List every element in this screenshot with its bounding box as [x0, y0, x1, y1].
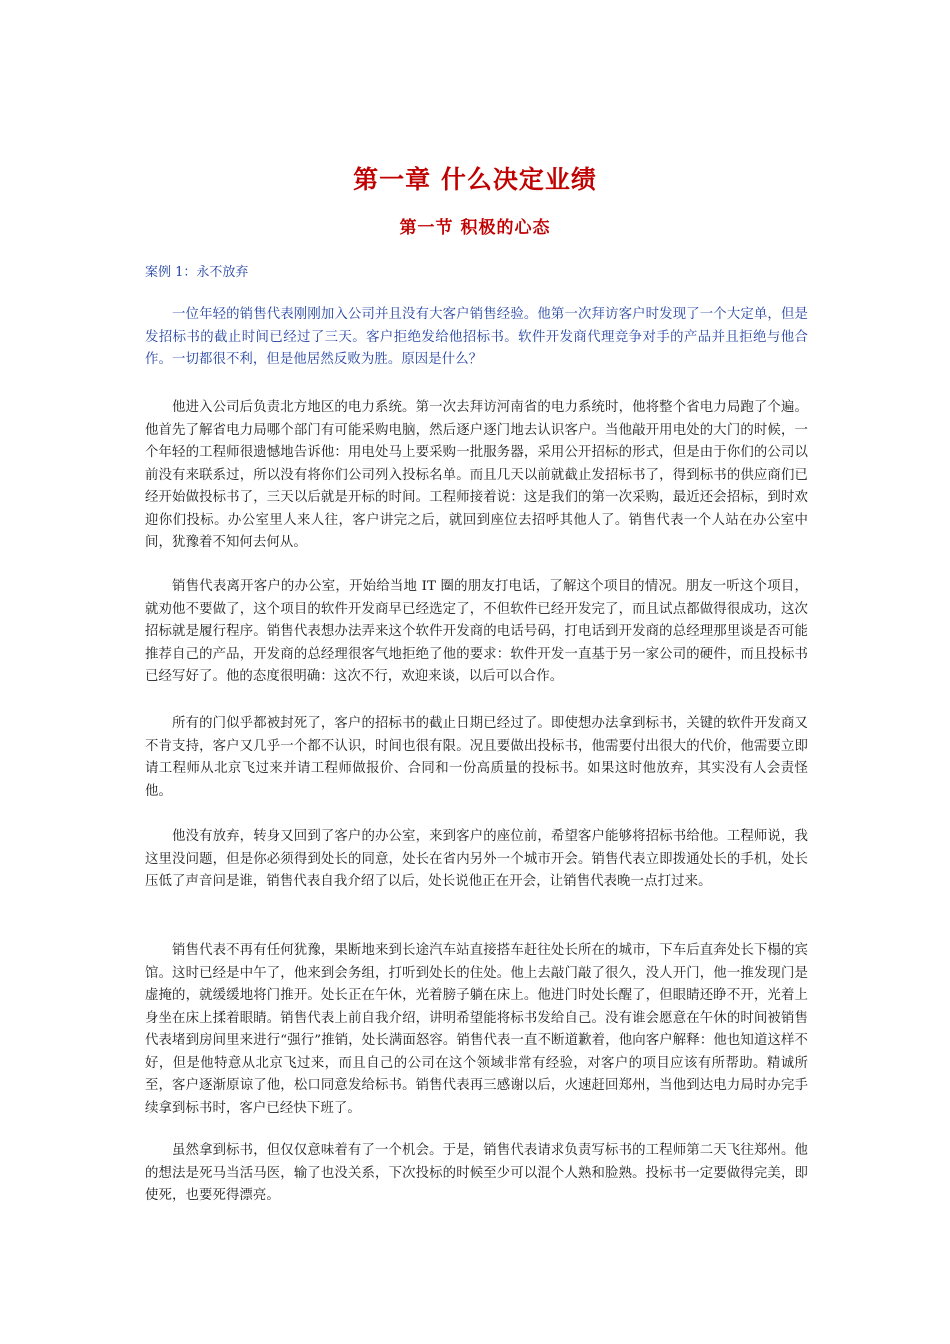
- case-label: 案例 1：永不放弃: [145, 265, 249, 280]
- body-paragraph-2: 销售代表离开客户的办公室，开始给当地 IT 圈的朋友打电话，了解这个项目的情况。朋友一听这个项目，就劝他不要做了，这个项目的软件开发商早已经选定了，不但软件已经开发完了，而且试点都做得很成功，这次招标就是履行程序。销售代表想办法弄来这个软件开发商的电话号码，打电话到开发商的总经理那里谈是否可能推荐自己的产品，开发商的总经理很客气地拒绝了他的要求：软件开发一直基于另一家公司的硬件，而且投标书已经写好了。他的态度很明确：这次不行，欢迎来谈，以后可以合作。: [145, 579, 808, 684]
- chapter-title: 第一章 什么决定业绩: [353, 165, 597, 194]
- body-paragraph-6: 虽然拿到标书，但仅仅意味着有了一个机会。于是，销售代表请求负责写标书的工程师第二天飞往郑州。他的想法是死马当活马医，输了也没关系，下次投标的时候至少可以混个人熟和脸熟。投标书一定要做得完美，即使死，也要死得漂亮。: [145, 1143, 808, 1203]
- body-paragraph-3: 所有的门似乎都被封死了，客户的招标书的截止日期已经过了。即使想办法拿到标书，关键的软件开发商又不肯支持，客户又几乎一个都不认识，时间也很有限。况且要做出投标书，他需要付出很大的代价，他需要立即请工程师从北京飞过来并请工程师做报价、合同和一份高质量的投标书。如果这时他放弃，其实没有人会责怪他。: [145, 716, 808, 799]
- intro-paragraph: 一位年轻的销售代表刚刚加入公司并且没有大客户销售经验。他第一次拜访客户时发现了一个大定单，但是发招标书的截止时间已经过了三天。客户拒绝发给他招标书。软件开发商代理竞争对手的产品并且拒绝与他合作。一切都很不利，但是他居然反败为胜。原因是什么？: [145, 307, 808, 367]
- section-title: 第一节 积极的心态: [399, 218, 551, 238]
- body-paragraph-5: 销售代表不再有任何犹豫，果断地来到长途汽车站直接搭车赶往处长所在的城市，下车后直奔处长下榻的宾馆。这时已经是中午了，他来到会务组，打听到处长的住处。他上去敲门敲了很久，没人开门，他一推发现门是虚掩的，就缓缓地将门推开。处长正在午休，光着膀子躺在床上。他进门时处长醒了，但眼睛还睁不开，光着上身坐在床上揉着眼睛。销售代表上前自我介绍，讲明希望能将标书发给自己。没有谁会愿意在午休的时间被销售代表堵到房间里来进行“强行”推销，处长满面怒容。销售代表一直不断道歉着，他向客户解释：他也知道这样不好，但是他特意从北京飞过来，而且自己的公司在这个领域非常有经验，对客户的项目应该有所帮助。精诚所至，客户逐渐原谅了他，松口同意发给标书。销售代表再三感谢以后，火速赶回郑州，当他到达电力局时办完手续拿到标书时，客户已经快下班了。: [145, 943, 808, 1116]
- body-paragraph-4: 他没有放弃，转身又回到了客户的办公室，来到客户的座位前，希望客户能够将招标书给他。工程师说，我这里没问题，但是你必须得到处长的同意，处长在省内另外一个城市开会。销售代表立即拨通处长的手机，处长压低了声音问是谁，销售代表自我介绍了以后，处长说他正在开会，让销售代表晚一点打过来。: [145, 829, 808, 889]
- body-paragraph-1: 他进入公司后负责北方地区的电力系统。第一次去拜访河南省的电力系统时，他将整个省电力局跑了个遍。他首先了解省电力局哪个部门有可能采购电脑，然后逐户逐门地去认识客户。当他敲开用电处的大门的时候，一个年轻的工程师很遗憾地告诉他：用电处马上要采购一批服务器，采用公开招标的形式，但是由于你们的公司以前没有来联系过，所以没有将你们公司列入投标名单。而且几天以前就截止发招标书了，得到标书的供应商们已经开始做投标书了，三天以后就是开标的时间。工程师接着说：这是我们的第一次采购，最近还会招标，到时欢迎你们投标。办公室里人来人往，客户讲完之后，就回到座位去招呼其他人了。销售代表一个人站在办公室中间，犹豫着不知何去何从。: [145, 400, 808, 550]
